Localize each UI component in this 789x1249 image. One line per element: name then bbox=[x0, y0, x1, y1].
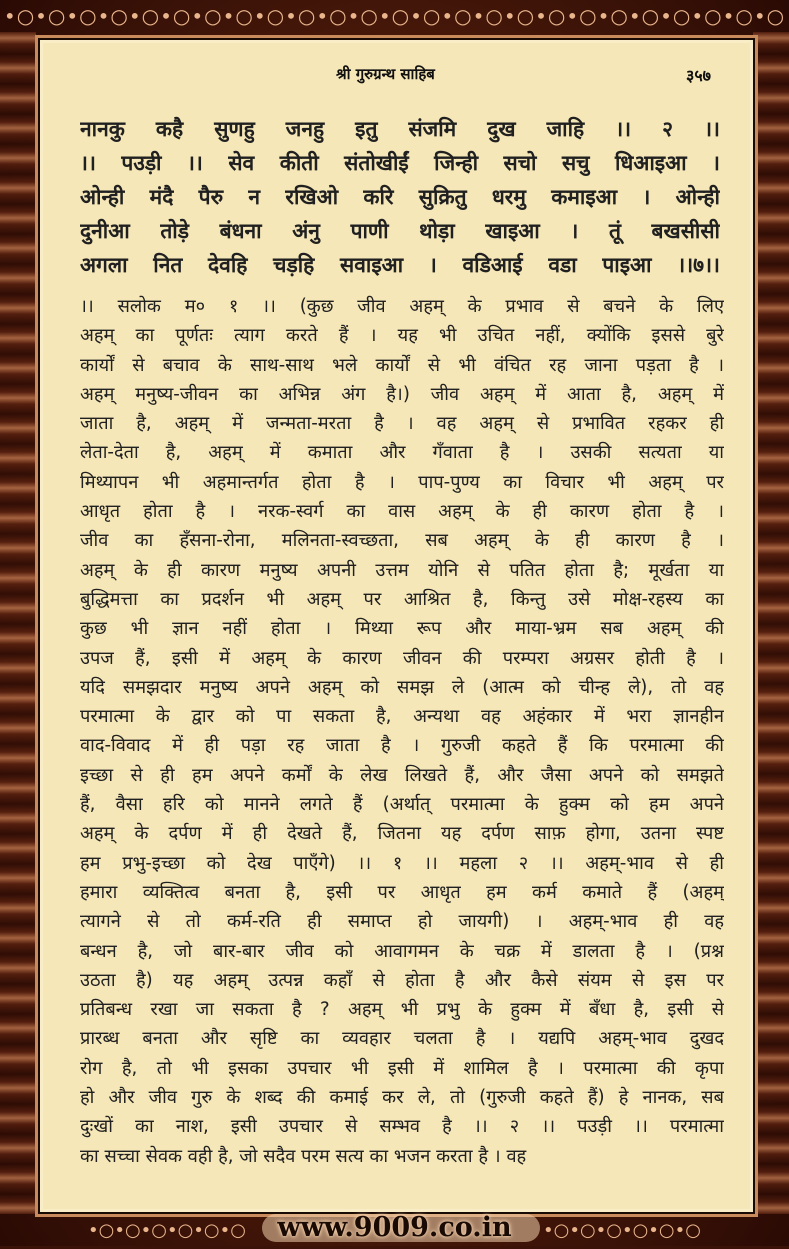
bottom-ornament-right: •○•○•○•○•○•○ bbox=[543, 1220, 701, 1241]
verse-line: नानकु कहै सुणहु जनहु इतु संजमि दुख जाहि ।। २ ।। bbox=[80, 117, 720, 141]
page-header bbox=[40, 64, 753, 88]
commentary-line: दुःखों का नाश, इसी उपचार से सम्भव है ।। २ ।। पउड़ी ।। परमात्मा bbox=[80, 1116, 724, 1138]
commentary-line: जीव का हँसना-रोना, मलिनता-स्वच्छता, सब अहम् के ही कारण है । bbox=[80, 530, 724, 552]
commentary-line: अहम् मनुष्य-जीवन का अभिन्न अंग है।) जीव अहम् में आता है, अहम् में bbox=[80, 383, 724, 405]
verse-line: ।। पउड़ी ।। सेव कीती संतोखीईं जिन्ही सचो सचु धिआइआ । bbox=[80, 151, 720, 175]
commentary-line: हैं, वैसा हरि को मानने लगते हैं (अर्थात् परमात्मा के हुक्म को हम अपने bbox=[80, 794, 724, 816]
right-ornament-border bbox=[753, 32, 789, 1214]
commentary-line: बुद्धिमत्ता का प्रदर्शन भी अहम् पर आश्रित है, किन्तु उसे मोक्ष-रहस्य का bbox=[80, 588, 724, 610]
commentary-line: हो और जीव गुरु के शब्द की कमाई कर ले, तो (गुरुजी कहते हैं) हे नानक, सब bbox=[80, 1087, 724, 1109]
commentary-line: हमारा व्यक्तित्व बनता है, इसी पर आधृत हम कर्म कमाते हैं (अहम् bbox=[80, 881, 724, 903]
commentary-line: कार्यों से बचाव के साथ-साथ भले कार्यों से भी वंचित रह जाना पड़ता है । bbox=[80, 354, 724, 376]
commentary-line: का सच्चा सेवक वही है, जो सदैव परम सत्य का भजन करता है । वह bbox=[80, 1145, 527, 1167]
commentary-line: अहम् के दर्पण में ही देखते हैं, जितना यह दर्पण साफ़ होगा, उतना स्पष्ट bbox=[80, 823, 724, 845]
commentary-line: उपज हैं, इसी में अहम् के कारण जीवन की परम्परा अग्रसर होती है । bbox=[80, 647, 724, 669]
commentary-line: त्यागने से तो कर्म-रति ही समाप्त हो जायगी) । अहम्-भाव ही वह bbox=[80, 911, 724, 933]
website-watermark[interactable] bbox=[0, 1210, 789, 1246]
book-title: श्री गुरुग्रन्थ साहिब bbox=[336, 65, 435, 83]
commentary-line: कुछ भी ज्ञान नहीं होता । मिथ्या रूप और माया-भ्रम सब अहम् की bbox=[80, 618, 724, 640]
commentary-line: आधृत होता है । नरक-स्वर्ग का वास अहम् के ही कारण होता है । bbox=[80, 501, 724, 523]
commentary-line: प्रारब्ध बनता और सृष्टि का व्यवहार चलता है । यद्यपि अहम्-भाव दुखद bbox=[80, 1028, 724, 1050]
verse-line: अगला नित देवहि चड़हि सवाइआ । वडिआई वडा पाइआ ।।७।। bbox=[80, 253, 720, 277]
commentary-line: इच्छा से ही हम अपने कर्मों के लेख लिखते हैं, और जैसा अपने को समझते bbox=[80, 764, 724, 786]
verse-line: दुनीआ तोड़े बंधना अंनु पाणी थोड़ा खाइआ । तूं बखसीसी bbox=[80, 219, 720, 243]
commentary-line: रोग है, तो भी इसका उपचार भी इसी में शामिल है । परमात्मा की कृपा bbox=[80, 1057, 724, 1079]
commentary-line: जाता है, अहम् में जन्मता-मरता है । वह अहम् से प्रभावित रहकर ही bbox=[80, 413, 724, 435]
commentary-line: बन्धन है, जो बार-बार जीव को आवागमन के चक्र में डालता है । (प्रश्न bbox=[80, 940, 724, 962]
commentary-line: वाद-विवाद में ही पड़ा रह जाता है । गुरुजी कहते हैं कि परमात्मा की bbox=[80, 735, 724, 757]
commentary-line: लेता-देता है, अहम् में कमाता और गँवाता है । उसकी सत्यता या bbox=[80, 442, 724, 464]
commentary-line: प्रतिबन्ध रखा जा सकता है ? अहम् भी प्रभु के हुक्म में बँधा है, इसी से bbox=[80, 999, 724, 1021]
commentary-line: अहम् का पूर्णतः त्याग करते हैं । यह भी उचित नहीं, क्योंकि इससे बुरे bbox=[80, 325, 724, 347]
commentary-line: ।। सलोक म० १ ।। (कुछ जीव अहम् के प्रभाव से बचने के लिए bbox=[80, 296, 724, 317]
commentary-line: परमात्मा के द्वार को पा सकता है, अन्यथा वह अहंकार में भरा ज्ञानहीन bbox=[80, 706, 724, 728]
bottom-ornament-left: •○•○•○•○•○•○ bbox=[88, 1220, 246, 1241]
top-ornament-border: •○•○•○•○•○•○•○•○•○•○•○•○•○•○•○•○•○•○•○•○•○•○•○•○•○ bbox=[3, 4, 786, 28]
verse-line: ओन्ही मंदै पैरु न रखिओ करि सुक्रितु धरमु कमाइआ । ओन्ही bbox=[80, 185, 720, 209]
commentary-line: हम प्रभु-इच्छा को देख पाएँगे) ।। १ ।। महला २ ।। अहम्-भाव से ही bbox=[80, 852, 724, 874]
page-number: ३५७ bbox=[686, 66, 711, 85]
website-url[interactable]: www.9009.co.in bbox=[277, 1212, 512, 1243]
commentary-line: मिथ्यापन भी अहमान्तर्गत होता है । पाप-पुण्य का विचार भी अहम् पर bbox=[80, 471, 724, 493]
commentary-line: अहम् के ही कारण मनुष्य अपनी उत्तम योनि से पतित होता है; मूर्खता या bbox=[80, 559, 724, 581]
scripture-verse-block bbox=[80, 112, 720, 282]
commentary-line: उठता है) यह अहम् उत्पन्न कहाँ से होता है और कैसे संयम से इस पर bbox=[80, 969, 724, 991]
scripture-page bbox=[38, 38, 755, 1214]
left-ornament-border bbox=[0, 32, 36, 1214]
hindi-commentary-block bbox=[80, 292, 724, 1171]
commentary-line: यदि समझदार मनुष्य अपने अहम् को समझ ले (आत्म को चीन्ह ले), तो वह bbox=[80, 676, 724, 698]
